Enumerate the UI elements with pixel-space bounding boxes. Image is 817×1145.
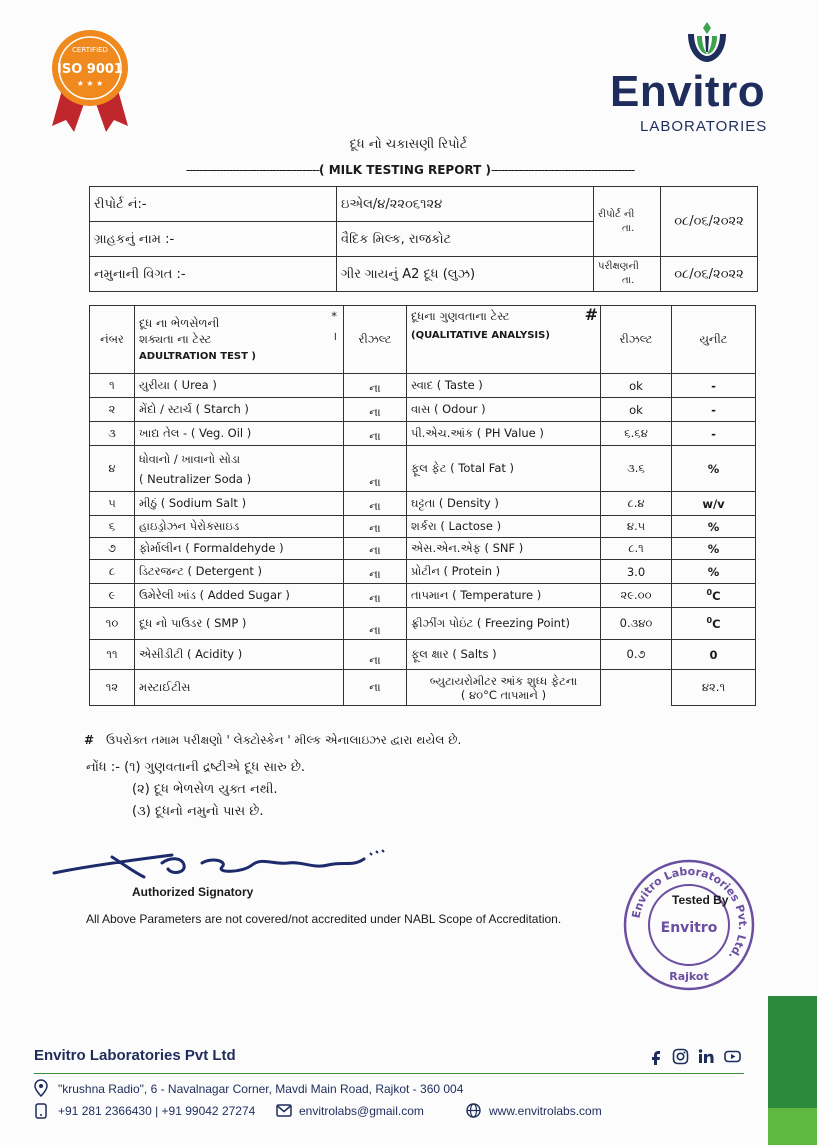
table-row: [90, 560, 756, 584]
row-result2: ૮.૪: [601, 492, 672, 516]
row-result1: ના: [344, 492, 407, 516]
row-result1: ના: [344, 584, 407, 608]
row-result1: ના: [344, 608, 407, 640]
footer-address: "krushna Radio", 6 - Navalnagar Corner, Mavdi Main Road, Rajkot - 360 004: [58, 1082, 464, 1096]
tested-by: Tested By: [672, 893, 729, 907]
row-adulterant: મીઠું ( Sodium Salt ): [135, 492, 344, 516]
logo-name: Envitro: [610, 67, 766, 116]
location-icon: [34, 1079, 48, 1097]
nabl-disclaimer: All Above Parameters are not covered/not accredited under NABL Scope of Accreditation.: [86, 912, 562, 926]
row-result2: ૮.૧: [601, 538, 672, 560]
row-no: ૧૦: [90, 608, 135, 640]
row-adulterant: ધોવાનો / ખાવાનો સોડા ( Neutralizer Soda ): [135, 446, 344, 492]
signature: [52, 845, 392, 885]
row-result2: 0.૩૪૦: [601, 608, 672, 640]
row-unit: %: [672, 446, 756, 492]
row-adulterant: ઉમેરેલી ખાંડ ( Added Sugar ): [135, 584, 344, 608]
note-item: (૨) દૂધ ભેળસેળ યુક્ત નથી.: [132, 782, 278, 797]
row-result1: ના: [344, 374, 407, 398]
customer-value: વૈદિક મિલ્ક, રાજકોટ: [337, 222, 594, 257]
footer-phone: +91 281 2366430 | +91 99042 27274: [58, 1104, 256, 1118]
row-no: ૬: [90, 516, 135, 538]
title-dashes-right: -------------------------------------------: [490, 163, 635, 177]
row-adulterant: હાઇડ્રોઝન પેરોક્સાઇડ: [135, 516, 344, 538]
stamp-city-text: Rajkot: [669, 970, 709, 983]
row-adulterant: ખાદ્ય તેલ - ( Veg. Oil ): [135, 422, 344, 446]
col-quality-header: દૂધના ગુણવતાના ટેસ્ટ # (QUALITATIVE ANALYSIS): [407, 306, 601, 374]
notes: [86, 757, 305, 823]
row-quality: ફૂલ ક્ષાર ( Salts ): [407, 640, 601, 670]
report-no-label: રીપોર્ટ નં:-: [90, 187, 337, 222]
row-result2: ૬.૬૪: [601, 422, 672, 446]
row-result1: ના: [344, 398, 407, 422]
row-result1: ના: [344, 538, 407, 560]
row-result1: ના: [344, 516, 407, 538]
sample-label: નમુનાની વિગત :-: [90, 257, 337, 292]
row-unit: 0: [672, 640, 756, 670]
row-adulterant: ડિટરજન્ટ ( Detergent ): [135, 560, 344, 584]
row-no: ૫: [90, 492, 135, 516]
row-result1: ના: [344, 640, 407, 670]
row-unit: w/v: [672, 492, 756, 516]
row-unit: -: [672, 422, 756, 446]
row-result2: 0.૭: [601, 640, 672, 670]
row-quality: શર્કરા ( Lactose ): [407, 516, 601, 538]
row-quality: પી.એચ.આંક ( PH Value ): [407, 422, 601, 446]
row-unit: $^0$C: [672, 608, 756, 640]
footer-company: Envitro Laboratories Pvt Ltd: [34, 1047, 236, 1064]
row-no: ૯: [90, 584, 135, 608]
decor-bar: [768, 996, 817, 1108]
col-result2-header: રીઝલ્ટ: [601, 306, 672, 374]
row-adulterant: ફોર્માલીન ( Formaldehyde ): [135, 538, 344, 560]
row-no: ૭: [90, 538, 135, 560]
email-icon: [276, 1104, 292, 1117]
row-result2: ૨૯.૦૦: [601, 584, 672, 608]
note-item: (૧) ગુણવતાની દ્રષ્ટીએ દૂધ સારુ છે.: [124, 760, 305, 775]
iso-9001-badge: [48, 28, 132, 138]
row-adulterant: યુરીયા ( Urea ): [135, 374, 344, 398]
instagram-icon[interactable]: [672, 1048, 689, 1065]
customer-label: ગ્રાહકનું નામ :-: [90, 222, 337, 257]
authorized-signatory: Authorized Signatory: [132, 885, 254, 899]
envitro-logo: [608, 18, 798, 135]
stamp-ring-text: Envitro Laboratories Pvt. Ltd.: [629, 864, 750, 962]
row-result2: ૩.૬: [601, 446, 672, 492]
linkedin-icon[interactable]: [698, 1048, 715, 1065]
row-result1: ના: [344, 560, 407, 584]
report-date-value: ૦૮/૦૬/૨૦૨૨: [661, 187, 758, 257]
row-no: ૧૧: [90, 640, 135, 670]
sample-value: ગીર ગાયનું A2 દૂધ (લુઝ): [337, 257, 594, 292]
col-result1-header: રીઝલ્ટ: [344, 306, 407, 374]
col-adulteration-header: દૂધ ના ભેળસેળની * શક્યતા ના ટેસ્ટ । ADULTRATION TEST ): [135, 306, 344, 374]
report-info-table: [89, 186, 758, 292]
row-quality: સ્વાદ ( Taste ): [407, 374, 601, 398]
footer-divider: [34, 1073, 744, 1074]
row-unit: %: [672, 516, 756, 538]
row-no: ૧૨: [90, 670, 135, 706]
footnote: # ઉપરોક્ત તમામ પરીક્ષણો ' લેક્ટોસ્કેન ' મીલ્ક એનાલાઇઝર દ્વારા થયેલ છે.: [84, 733, 462, 747]
row-quality: ઘટ્ટતા ( Density ): [407, 492, 601, 516]
row-result1: ના: [344, 446, 407, 492]
decor-bar: [768, 1108, 817, 1145]
test-date-value: ૦૮/૦૬/૨૦૨૨: [661, 257, 758, 292]
row-no: ૧: [90, 374, 135, 398]
row-unit: -: [672, 374, 756, 398]
row-adulterant: મેંદો / સ્ટાર્ચ ( Starch ): [135, 398, 344, 422]
row-quality: તાપમાન ( Temperature ): [407, 584, 601, 608]
row-adulterant: મસ્ટાઈટીસ: [135, 670, 344, 706]
table-row: [90, 374, 756, 398]
table-row: [90, 584, 756, 608]
col-unit-header: યુનીટ: [672, 306, 756, 374]
title-gujarati: દૂધ નો ચકાસણી રિપોર્ટ: [349, 137, 468, 152]
row-no: ૮: [90, 560, 135, 584]
table-row: [90, 670, 756, 706]
row-result2: ૪.૫: [601, 516, 672, 538]
table-row: [90, 492, 756, 516]
row-result2: ok: [601, 398, 672, 422]
table-row: [90, 446, 756, 492]
table-row: [90, 398, 756, 422]
report-date-label: રીપોર્ટ ની તા.: [594, 187, 661, 257]
row-no: ૩: [90, 422, 135, 446]
svg-text:Envitro Laboratories Pvt. Ltd.: [629, 865, 749, 962]
row-quality: બ્યુટાયરોમીટર આંક શુધ્ધ ફેટના ( ૪૦°C તાપમાને ): [407, 670, 601, 706]
title-english: [160, 163, 660, 177]
title-english-text: ( MILK TESTING REPORT ): [319, 163, 491, 177]
table-row: [90, 608, 756, 640]
milk-test-table: [89, 305, 756, 706]
row-result2: 3.0: [601, 560, 672, 584]
badge-certified-text: CERTIFIED: [72, 46, 108, 54]
table-row: [90, 538, 756, 560]
footer-website[interactable]: www.envitrolabs.com: [489, 1104, 602, 1118]
badge-iso-text: ISO 9001: [57, 62, 123, 77]
footer-email[interactable]: envitrolabs@gmail.com: [299, 1104, 424, 1118]
row-unit: -: [672, 398, 756, 422]
row-unit: %: [672, 538, 756, 560]
youtube-icon[interactable]: [724, 1048, 741, 1065]
row-result2: ૪૨.૧: [672, 670, 756, 706]
notes-label: નોંધ :-: [86, 760, 120, 775]
row-result1: ના: [344, 670, 407, 706]
row-quality: વાસ ( Odour ): [407, 398, 601, 422]
row-no: ૪: [90, 446, 135, 492]
logo-subtitle: LABORATORIES: [640, 118, 768, 135]
test-date-label: પરીક્ષણની તા.: [594, 257, 661, 292]
note-item: (૩) દૂધનો નમુનો પાસ છે.: [132, 804, 264, 819]
phone-icon: [35, 1103, 47, 1119]
col-no-header: નંબર: [90, 306, 135, 374]
row-result2: ok: [601, 374, 672, 398]
row-no: ૨: [90, 398, 135, 422]
row-quality: ફૂલ ફેટ ( Total Fat ): [407, 446, 601, 492]
report-no-value: ઇએલ/૪/૨૨૦૬૧૨૪: [337, 187, 594, 222]
row-empty: [601, 670, 672, 706]
row-quality: એસ.એન.એફ ( SNF ): [407, 538, 601, 560]
table-row: [90, 640, 756, 670]
leaf-mark-icon: [682, 18, 732, 66]
stamp-center-text: Envitro: [660, 920, 718, 936]
svg-text:★ ★ ★: ★ ★ ★: [76, 79, 104, 88]
row-result1: ના: [344, 422, 407, 446]
row-quality: પ્રોટીન ( Protein ): [407, 560, 601, 584]
row-unit: %: [672, 560, 756, 584]
row-quality: ફ્રીઝીંગ પોઇંટ ( Freezing Point): [407, 608, 601, 640]
table-row: [90, 516, 756, 538]
company-stamp: [622, 858, 756, 992]
row-adulterant: દૂધ નો પાઉડર ( SMP ): [135, 608, 344, 640]
row-adulterant: એસીડીટી ( Acidity ): [135, 640, 344, 670]
row-unit: $^0$C: [672, 584, 756, 608]
facebook-icon[interactable]: [648, 1048, 665, 1065]
globe-icon: [466, 1103, 481, 1118]
table-row: [90, 422, 756, 446]
title-dashes-left: ----------------------------------------: [185, 163, 320, 177]
